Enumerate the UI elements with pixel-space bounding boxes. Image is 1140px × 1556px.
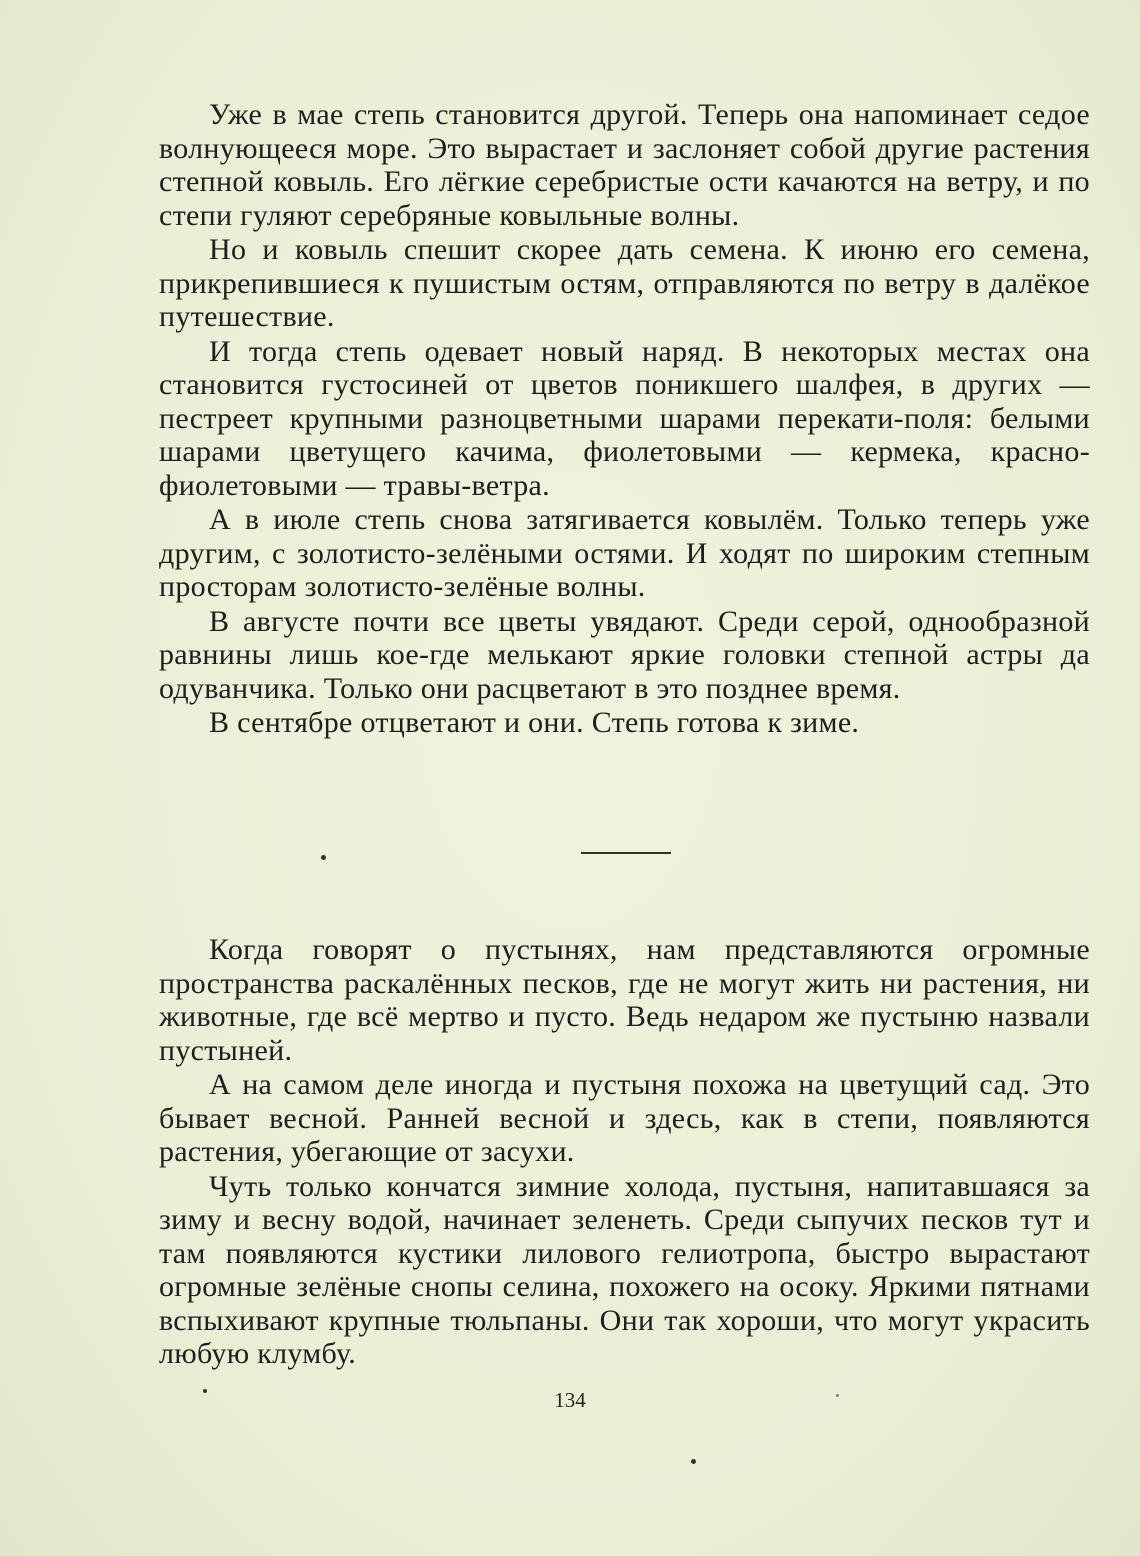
section-divider	[581, 852, 671, 854]
paragraph: Но и ковыль спешит скорее дать семена. К июню его семена, прикрепившиеся к пушистым остям, отправляются по ветру в далёкое путешествие.	[159, 233, 1090, 333]
paragraph: А в июле степь снова затягивается ковылём. Только теперь уже другим, с золотисто-зелёными остями. И ходят по широким степным просторам золотисто-зелёные волны.	[159, 503, 1090, 603]
text-section-steppe	[159, 98, 1090, 740]
paragraph: Уже в мае степь становится другой. Теперь она напоминает седое волнующееся море. Это вырастает и заслоняет собой другие растения степной ковыль. Его лёгкие серебристые ости качаются на ветру, и по степи гуляют серебряные ковыльные волны.	[159, 98, 1090, 232]
print-speck	[836, 1394, 839, 1397]
text-section-desert	[159, 933, 1090, 1371]
paragraph: Когда говорят о пустынях, нам представляются огромные пространства раскалённых песков, где не могут жить ни растения, ни животные, где всё мертво и пусто. Ведь недаром же пустыню назвали пустыней.	[159, 933, 1090, 1067]
paragraph: В сентябре отцветают и они. Степь готова к зиме.	[209, 706, 860, 739]
page-number: 134	[554, 1388, 586, 1412]
print-speck	[321, 855, 326, 860]
paragraph: В августе почти все цветы увядают. Среди серой, однообразной равнины лишь кое-где мелькают яркие головки степной астры да одуванчика. Только они расцветают в это позднее время.	[159, 604, 1090, 705]
print-speck	[691, 1459, 696, 1464]
print-speck	[203, 1389, 207, 1393]
paragraph: Чуть только кончатся зимние холода, пустыня, напитавшаяся за зиму и весну водой, начинает зеленеть. Среди сыпучих песков тут и там появляются кустики лилового гелиотропа, быстро вырастают огромные зелёные снопы селина, похожего на осоку. Яркими пятнами вспыхивают крупные тюльпаны. Они так хороши, что могут украсить любую клумбу.	[159, 1169, 1090, 1370]
paragraph: И тогда степь одевает новый наряд. В некоторых местах она становится густосиней от цветов поникшего шалфея, в других — пестреет крупными разноцветными шарами перекати-поля: белыми шарами цветущего качима, фиолетовыми — кермека, красно-фиолетовыми — травы-ветра.	[159, 334, 1090, 502]
paragraph: А на самом деле иногда и пустыня похожа на цветущий сад. Это бывает весной. Ранней весной и здесь, как в степи, появляются растения, убегающие от засухи.	[159, 1068, 1090, 1168]
